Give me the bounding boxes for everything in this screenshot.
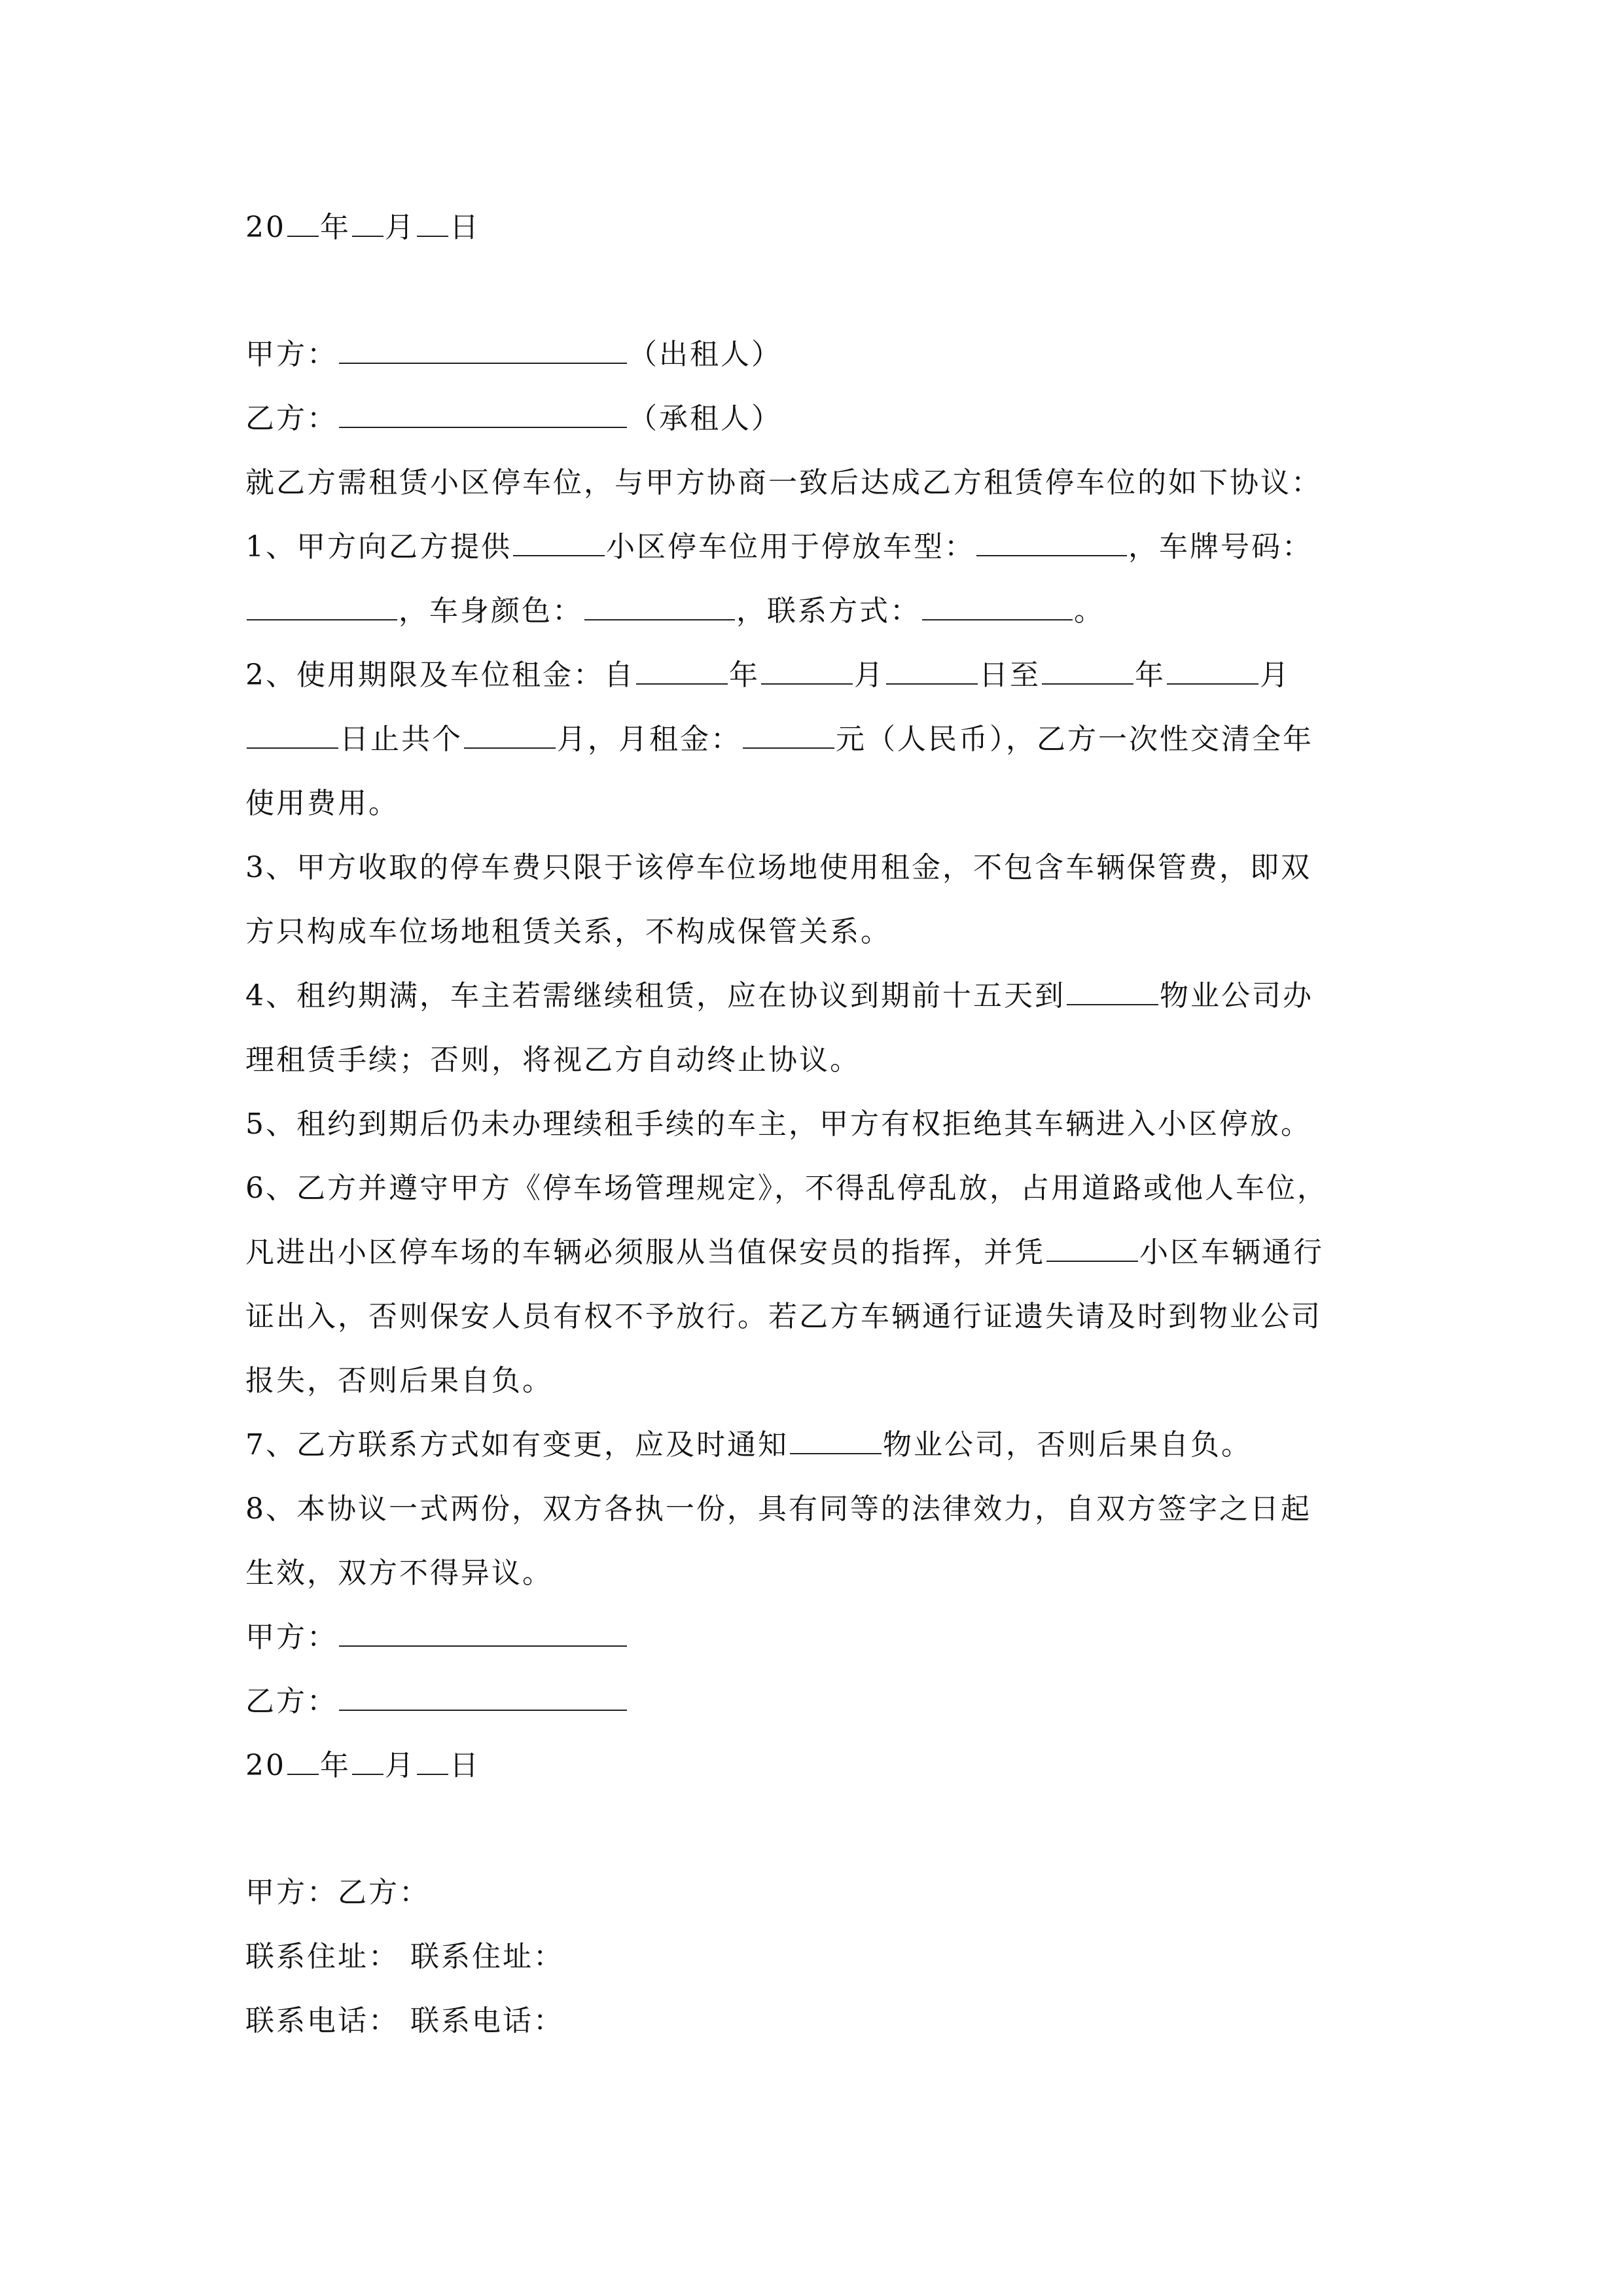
- clause1-text-b: 小区停车位用于停放车型：: [606, 530, 975, 564]
- clause1-text-d: ，车身颜色：: [399, 594, 583, 628]
- intro-line: 就乙方需租赁小区停车位，与甲方协商一致后达成乙方租赁停车位的如下协议：: [245, 466, 1322, 499]
- date-bottom-day: 日: [450, 1749, 480, 1782]
- party-b-role: （承租人）: [628, 402, 782, 435]
- blank-plate: [247, 593, 397, 620]
- clause2-line1: [245, 656, 1291, 695]
- clause2-text-a: 2、使用期限及车位租金：自: [245, 658, 635, 692]
- blank-end-day: [247, 721, 338, 749]
- blank-property-company: [1067, 978, 1158, 1005]
- clause8-line2: 生效，双方不得异议。: [245, 1556, 553, 1590]
- blank-car-model: [976, 529, 1127, 556]
- party-b-blank: [339, 401, 627, 428]
- date-day-label: 日: [450, 211, 480, 244]
- blank-month-bottom: [352, 1748, 383, 1775]
- clause6-text-a: 凡进出小区停车场的车辆必须服从当值保安员的指挥，并凭: [245, 1236, 1045, 1269]
- blank-day-bottom: [417, 1748, 448, 1775]
- party-b-label: 乙方：: [245, 402, 338, 435]
- clause6-line3: 证出入，否则保安人员有权不予放行。若乙方车辆通行证遗失请及时到物业公司: [245, 1300, 1322, 1333]
- party-b-line: [245, 399, 782, 439]
- blank-community: [513, 529, 605, 556]
- blank-contact: [922, 593, 1073, 620]
- sign-a-line: [245, 1618, 628, 1657]
- clause4-text-a: 4、租约期满，车主若需继续租赁，应在协议到期前十五天到: [245, 979, 1065, 1013]
- clause2-month-2: 月: [1260, 658, 1291, 692]
- clause2-text-d: 元（人民币），乙方一次性交清全年: [836, 723, 1313, 756]
- clause2-year-1: 年: [729, 658, 760, 692]
- clause1-text-a: 1、甲方向乙方提供: [245, 530, 512, 564]
- clause1-line1: [245, 528, 1313, 567]
- blank-day: [417, 209, 448, 237]
- footer-parties: 甲方：乙方：: [245, 1876, 430, 1909]
- clause2-month-1: 月: [854, 658, 885, 692]
- clause4-line2: 理租赁手续；否则，将视乙方自动终止协议。: [245, 1043, 861, 1077]
- clause1-text-c: ，车牌号码：: [1128, 530, 1313, 564]
- clause7-line: [245, 1426, 1252, 1465]
- clause1-text-f: 。: [1074, 594, 1105, 628]
- blank-start-day: [886, 657, 978, 685]
- date-year-label: 年: [320, 211, 351, 244]
- clause6-line4: 报失，否则后果自负。: [245, 1364, 553, 1397]
- blank-end-year: [1042, 657, 1133, 685]
- clause3-line1: 3、甲方收取的停车费只限于该停车位场地使用租金，不包含车辆保管费，即双: [245, 851, 1311, 884]
- clause6-line1: 6、乙方并遵守甲方《停车场管理规定》，不得乱停乱放，占用道路或他人车位，: [245, 1172, 1328, 1205]
- footer-phone: 联系电话： 联系电话：: [245, 2004, 564, 2037]
- party-a-role: （出租人）: [628, 338, 782, 371]
- party-a-line: [245, 335, 782, 374]
- blank-start-month: [761, 657, 853, 685]
- clause1-line2: [245, 592, 1105, 631]
- date-line-bottom: [245, 1746, 480, 1785]
- clause3-line2: 方只构成车位场地租赁关系，不构成保管关系。: [245, 915, 891, 948]
- clause4-line1: [245, 977, 1313, 1016]
- blank-notify-company: [790, 1427, 882, 1454]
- blank-months: [464, 721, 556, 749]
- party-a-label: 甲方：: [245, 338, 338, 371]
- clause6-line2: [245, 1233, 1324, 1272]
- blank-year: [287, 209, 319, 237]
- blank-month: [352, 209, 383, 237]
- date-line-top: [245, 208, 480, 247]
- blank-pass-community: [1046, 1234, 1138, 1262]
- date-bottom-year: 年: [320, 1749, 351, 1782]
- footer-address: 联系住址： 联系住址：: [245, 1940, 564, 1973]
- date-prefix: 20: [245, 211, 286, 244]
- sign-b-line: [245, 1682, 628, 1721]
- clause2-line3: 使用费用。: [245, 787, 399, 820]
- clause7-text-b: 物业公司，否则后果自负。: [883, 1428, 1252, 1462]
- clause4-text-b: 物业公司办: [1160, 979, 1313, 1013]
- clause1-text-e: ，联系方式：: [736, 594, 921, 628]
- clause8-line1: 8、本协议一式两份，双方各执一份，具有同等的法律效力，自双方签字之日起: [245, 1492, 1311, 1526]
- clause2-line2: [245, 720, 1313, 759]
- clause7-text-a: 7、乙方联系方式如有变更，应及时通知: [245, 1428, 789, 1462]
- clause2-text-c: 月，月租金：: [557, 723, 741, 756]
- blank-color: [584, 593, 735, 620]
- sign-a-blank: [339, 1619, 627, 1647]
- blank-rent: [743, 721, 834, 749]
- date-month-label: 月: [385, 211, 416, 244]
- clause2-text-b: 日止共个: [340, 723, 463, 756]
- sign-b-blank: [339, 1683, 627, 1711]
- sign-a-label: 甲方：: [245, 1621, 338, 1654]
- party-a-blank: [339, 336, 627, 364]
- clause2-year-2: 年: [1135, 658, 1166, 692]
- sign-b-label: 乙方：: [245, 1685, 338, 1718]
- blank-year-bottom: [287, 1748, 319, 1775]
- date-bottom-prefix: 20: [245, 1749, 286, 1782]
- clause5-line: 5、租约到期后仍未办理续租手续的车主，甲方有权拒绝其车辆进入小区停放。: [245, 1107, 1311, 1141]
- date-bottom-month: 月: [385, 1749, 416, 1782]
- clause2-day-to: 日至: [979, 658, 1041, 692]
- blank-start-year: [636, 657, 728, 685]
- clause6-text-b: 小区车辆通行: [1139, 1236, 1324, 1269]
- blank-end-month: [1167, 657, 1258, 685]
